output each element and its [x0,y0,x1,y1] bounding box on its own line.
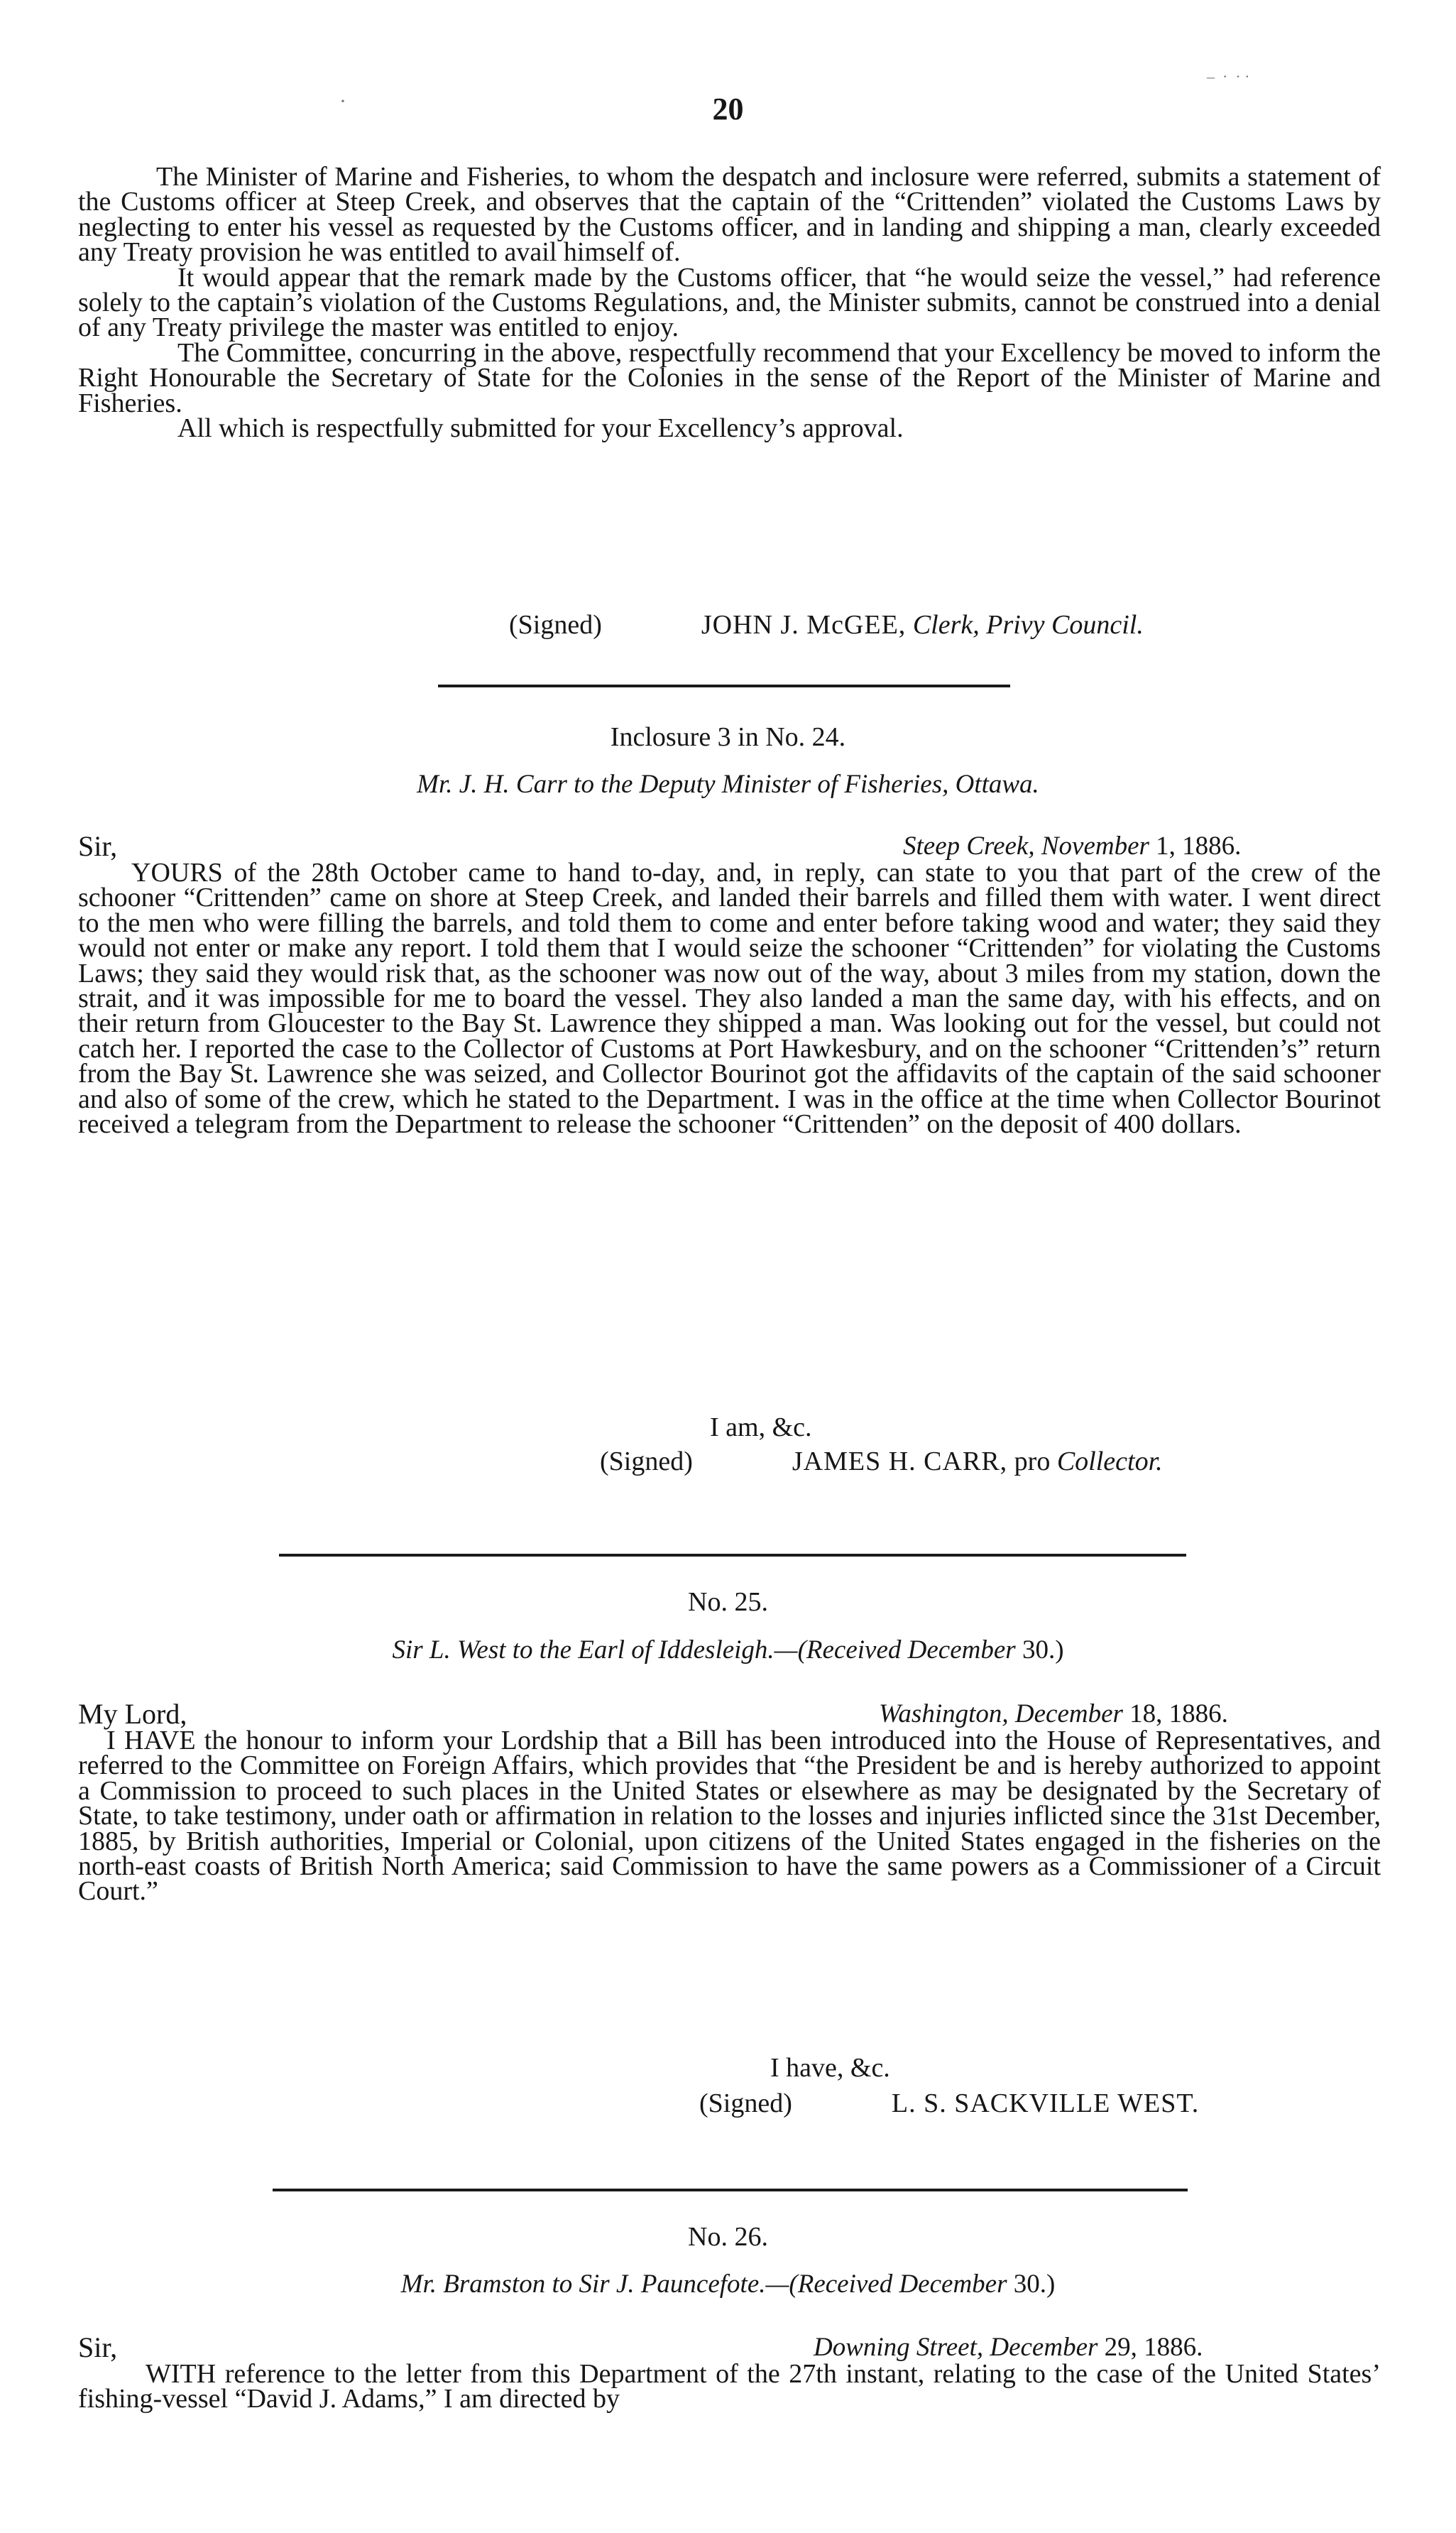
letter-paragraph: I HAVE the honour to inform your Lordship that a Bill has been introduced into the House of Representatives, and referred to the Committee on Foreign Affairs, which provides that “the President be and is hereby authorized to appoint a Commission to proceed to such places in the United States or elsewhere as may be designated by the Secretary of State, to take testimony, under oath or affirmation in relation to the losses and injuries inflicted since the 31st December, 1885, by British authorities, Imperial or Colonial, upon citizens of the United States engaged in the fisheries on the north-east coasts of British North America; said Commission to have the same powers as a Commissioner of a Circuit Court.” [78,1726,1381,1907]
report-paragraph: All which is respectfully submitted for your Excellency’s approval. [177,413,904,444]
no25-signature [699,2088,1199,2119]
inclosure-salutation: Sir, [78,830,118,862]
no25-body [78,1728,1381,1905]
signer-pro: pro [1014,1447,1051,1476]
no26-salutation: Sir, [78,2331,118,2363]
signer-name: JOHN J. McGEE, [701,610,907,640]
no26-date: 29, 1886. [1104,2333,1203,2362]
signed-label: (Signed) [699,2088,792,2118]
section-divider [279,1554,1186,1557]
no25-subheading [0,1635,1456,1665]
no25-closing: I have, &c. [770,2053,890,2083]
no26-subheading-text: Mr. Bramston to Sir J. Pauncefote.—(Received December [400,2270,1007,2299]
section-divider [438,685,1010,687]
print-speck: ‒ · · · [1207,67,1250,85]
signed-label: (Signed) [600,1447,693,1476]
inclosure-heading: Inclosure 3 in No. 24. [610,722,846,752]
no26-body [78,2359,1381,2414]
inclosure-subheading: Mr. J. H. Carr to the Deputy Minister of Fisheries, Ottawa. [417,770,1039,799]
inclosure-signature [600,1446,1163,1477]
no25-salutation: My Lord, [78,1698,187,1730]
no26-place: Downing Street, December [814,2333,1098,2362]
no25-subheading-text: Sir L. West to the Earl of Iddesleigh.—(Received December [392,1635,1016,1665]
report-body [78,162,1381,444]
inclosure-date: 1, 1886. [1156,832,1242,861]
no26-received-date: 30.) [1013,2270,1056,2299]
letter-paragraph: YOURS of the 28th October came to hand to-day, and, in reply, can state to you that part of the crew of the schooner “Crittenden” came on shore at Steep Creek, and landed their barrels and filled them with water. I went direct to the men who were filling the barrels, and told them to come and enter before taking wood and water; they said they would not enter or make any report. I told them that I would seize the schooner “Crittenden” for violating the Customs Laws; they said they would risk that, as the schooner was now out of the way, about 3 miles from my station, down the strait, and it was impossible for me to board the vessel. They also landed a man the same day, with his effects, and on their return from Gloucester to the Bay St. Lawrence they shipped a man. Was looking out for the vessel, but could not catch her. I reported the case to the Collector of Customs at Port Hawkesbury, and on the schooner “Crittenden’s” return from the Bay St. Lawrence she was seized, and Collector Bourinot got the affidavits of the captain of the said schooner and also of some of the crew, which he stated to the Department. I was in the office at the time when Collector Bourinot received a telegram from the Department to release the schooner “Crittenden” on the deposit of 400 dollars. [78,858,1381,1140]
no25-heading: No. 25. [688,1587,768,1617]
signer-title: Collector. [1056,1447,1163,1476]
no26-place-date [814,2332,1203,2363]
letter-paragraph: WITH reference to the letter from this Department of the 27th instant, relating to the case of the United States’ fishing-vessel “David J. Adams,” I am directed by [78,2359,1381,2414]
section-divider [273,2189,1188,2191]
report-paragraph: The Minister of Marine and Fisheries, to whom the despatch and inclosure were referred, submits a statement of the Customs officer at Steep Creek, and observes that the captain of the “Crittenden” violated the Customs Laws by neglecting to enter his vessel as requested by the Customs officer, and in landing and shipping a man, clearly exceeded any Treaty provision he was entitled to avail himself of. [78,162,1381,268]
signer-title: Clerk, Privy Council. [912,610,1144,640]
no26-subheading [0,2269,1456,2299]
inclosure-place: Steep Creek, November [903,832,1149,861]
inclosure-place-date [903,831,1241,861]
inclosure-body [78,858,1381,1140]
no25-received-date: 30.) [1022,1635,1064,1665]
inclosure-closing: I am, &c. [710,1412,812,1442]
signed-label: (Signed) [509,610,602,640]
report-signature [509,609,1144,641]
signer-name: L. S. SACKVILLE WEST. [891,2088,1200,2118]
report-paragraph: The Committee, concurring in the above, respectfully recommend that your Excellency be moved to inform the Right Honourable the Secretary of State for the Colonies in the sense of the Report of the Minister of Marine and Fisheries. [78,337,1381,418]
report-paragraph: It would appear that the remark made by the Customs officer, that “he would seize the vessel,” had reference solely to the captain’s violation of the Customs Regulations, and, the Minister submits, cannot be construed into a denial of any Treaty privilege the master was entitled to enjoy. [78,262,1381,343]
page-number: 20 [712,92,744,126]
no26-heading: No. 26. [688,2222,768,2252]
print-speck: · [339,89,346,113]
no25-place: Washington, December [879,1699,1123,1728]
signer-name: JAMES H. CARR, [792,1447,1008,1476]
no25-date: 18, 1886. [1129,1699,1228,1728]
no25-place-date [879,1699,1228,1729]
